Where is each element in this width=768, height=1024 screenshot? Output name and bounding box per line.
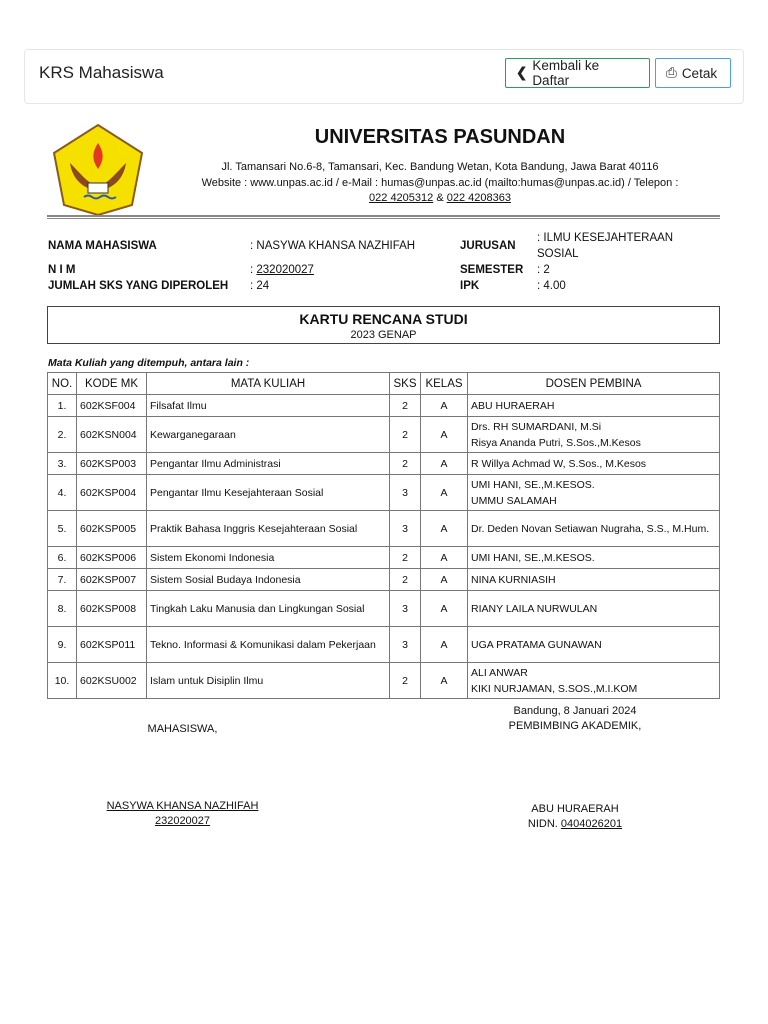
table-cell: A: [421, 663, 468, 699]
table-cell: Kewarganegaraan: [147, 417, 390, 453]
table-cell: 602KSP003: [77, 453, 147, 475]
phone-link-1[interactable]: 022 4205312: [369, 192, 434, 204]
table-cell: A: [421, 591, 468, 627]
table-cell: 2: [390, 453, 421, 475]
back-label: Kembali ke Daftar: [532, 58, 600, 88]
table-row: [48, 627, 720, 663]
courses-table: [47, 372, 720, 699]
table-cell: 3.: [48, 453, 77, 475]
sks-label: JUMLAH SKS YANG DIPEROLEH: [48, 280, 229, 292]
nidn-link[interactable]: 0404026201: [560, 818, 623, 830]
table-cell: A: [421, 395, 468, 417]
table-cell: ALI ANWAR KIKI NURJAMAN, S.SOS.,M.I.KOM: [468, 663, 720, 699]
table-cell: 3: [390, 511, 421, 547]
table-cell: Islam untuk Disiplin Ilmu: [147, 663, 390, 699]
print-label: Cetak: [681, 65, 718, 81]
nim-link[interactable]: 232020027: [256, 264, 314, 276]
table-cell: Pengantar Ilmu Administrasi: [147, 453, 390, 475]
table-cell: UMI HANI, SE.,M.KESOS.: [468, 547, 720, 569]
table-cell: 2: [390, 663, 421, 699]
table-cell: Sistem Ekonomi Indonesia: [147, 547, 390, 569]
table-row: [48, 547, 720, 569]
phone-link-2[interactable]: 022 4208363: [446, 192, 511, 204]
table-row: [48, 591, 720, 627]
sks-value: : 24: [250, 280, 270, 292]
place-date: Bandung, 8 Januari 2024: [513, 705, 637, 717]
table-cell: A: [421, 511, 468, 547]
table-cell: ABU HURAERAH: [468, 395, 720, 417]
advisor-heading: [480, 704, 670, 734]
table-cell: 602KSP004: [77, 475, 147, 511]
table-cell: A: [421, 475, 468, 511]
table-cell: 2: [390, 569, 421, 591]
table-cell: Tingkah Laku Manusia dan Lingkungan Sosial: [147, 591, 390, 627]
nidn-label: NIDN.: [527, 818, 561, 830]
chevron-left-icon: ❮: [516, 65, 528, 80]
table-cell: 2: [390, 395, 421, 417]
table-cell: 7.: [48, 569, 77, 591]
table-cell: 602KSP008: [77, 591, 147, 627]
page-title: KRS Mahasiswa: [39, 63, 164, 82]
university-name: UNIVERSITAS PASUNDAN: [314, 126, 566, 148]
back-to-list-button[interactable]: [505, 58, 650, 88]
table-cell: 2.: [48, 417, 77, 453]
table-row: [48, 475, 720, 511]
krs-period: 2023 GENAP: [350, 329, 417, 341]
nim-value: [250, 264, 314, 276]
nim-label: N I M: [48, 264, 76, 276]
table-cell: 2: [390, 417, 421, 453]
ipk-label: IPK: [460, 280, 480, 292]
table-cell: 10.: [48, 663, 77, 699]
table-cell: 3: [390, 627, 421, 663]
table-cell: Drs. RH SUMARDANI, M.Si Risya Ananda Putri, S.Sos.,M.Kesos: [468, 417, 720, 453]
table-cell: 3: [390, 591, 421, 627]
student-signature: [80, 799, 285, 829]
student-role: MAHASISWA,: [147, 723, 218, 735]
column-header: DOSEN PEMBINA: [468, 373, 720, 395]
table-cell: A: [421, 547, 468, 569]
jurusan-value: : ILMU KESEJAHTERAAN SOSIAL: [537, 232, 674, 260]
table-cell: 602KSN004: [77, 417, 147, 453]
krs-title-box: [47, 306, 720, 344]
table-cell: UMI HANI, SE.,M.KESOS. UMMU SALAMAH: [468, 475, 720, 511]
university-address: [160, 160, 720, 207]
table-cell: Tekno. Informasi & Komunikasi dalam Pekerjaan: [147, 627, 390, 663]
table-row: [48, 663, 720, 699]
name-label: NAMA MAHASISWA: [48, 240, 157, 252]
table-cell: Pengantar Ilmu Kesejahteraan Sosial: [147, 475, 390, 511]
address-text: Jl. Tamansari No.6-8, Tamansari, Kec. Bandung Wetan, Kota Bandung, Jawa Barat 40116: [221, 161, 659, 173]
table-row: [48, 453, 720, 475]
phone-separator: &: [436, 192, 444, 204]
table-cell: A: [421, 569, 468, 591]
page-header: [24, 49, 744, 104]
university-logo: [50, 123, 146, 217]
column-header: MATA KULIAH: [147, 373, 390, 395]
student-sign-name: NASYWA KHANSA NAZHIFAH: [106, 800, 259, 812]
column-header: SKS: [390, 373, 421, 395]
name-value: : NASYWA KHANSA NAZHIFAH: [250, 240, 416, 252]
table-cell: Dr. Deden Novan Setiawan Nugraha, S.S., M.Hum.: [468, 511, 720, 547]
table-cell: 8.: [48, 591, 77, 627]
table-cell: 4.: [48, 475, 77, 511]
ipk-value: : 4.00: [537, 280, 566, 292]
column-header: NO.: [48, 373, 77, 395]
print-button[interactable]: [655, 58, 731, 88]
table-cell: 602KSP005: [77, 511, 147, 547]
table-cell: Filsafat Ilmu: [147, 395, 390, 417]
table-cell: 3: [390, 475, 421, 511]
table-cell: 5.: [48, 511, 77, 547]
table-cell: A: [421, 453, 468, 475]
table-cell: A: [421, 627, 468, 663]
student-sign-nim: 232020027: [154, 815, 211, 827]
semester-value: : 2: [537, 264, 550, 276]
table-row: [48, 569, 720, 591]
table-cell: 9.: [48, 627, 77, 663]
table-cell: 2: [390, 547, 421, 569]
table-cell: NINA KURNIASIH: [468, 569, 720, 591]
advisor-role: PEMBIMBING AKADEMIK,: [508, 720, 642, 732]
table-cell: 602KSF004: [77, 395, 147, 417]
table-cell: A: [421, 417, 468, 453]
table-cell: 1.: [48, 395, 77, 417]
table-cell: UGA PRATAMA GUNAWAN: [468, 627, 720, 663]
jurusan-label: JURUSAN: [460, 240, 516, 252]
table-cell: Praktik Bahasa Inggris Kesejahteraan Sosial: [147, 511, 390, 547]
table-cell: RIANY LAILA NURWULAN: [468, 591, 720, 627]
header-divider: [47, 215, 720, 219]
table-header-row: [48, 373, 720, 395]
table-cell: 6.: [48, 547, 77, 569]
column-header: KELAS: [421, 373, 468, 395]
table-cell: 602KSP011: [77, 627, 147, 663]
table-row: [48, 511, 720, 547]
nim-prefix: :: [250, 264, 257, 276]
column-header: KODE MK: [77, 373, 147, 395]
table-cell: 602KSU002: [77, 663, 147, 699]
courses-note: Mata Kuliah yang ditempuh, antara lain :: [48, 357, 250, 369]
printer-icon: ⎙: [666, 65, 677, 80]
table-cell: Sistem Sosial Budaya Indonesia: [147, 569, 390, 591]
table-row: [48, 417, 720, 453]
semester-label: SEMESTER: [460, 264, 524, 276]
advisor-name: ABU HURAERAH: [531, 803, 619, 815]
contact-text: Website : www.unpas.ac.id / e-Mail : humas@unpas.ac.id (mailto:humas@unpas.ac.id) / Telepon :: [201, 176, 679, 189]
krs-title: KARTU RENCANA STUDI: [299, 311, 468, 327]
table-cell: 602KSP006: [77, 547, 147, 569]
table-row: [48, 395, 720, 417]
table-cell: 602KSP007: [77, 569, 147, 591]
advisor-signature: [480, 802, 670, 832]
table-cell: R Willya Achmad W, S.Sos., M.Kesos: [468, 453, 720, 475]
